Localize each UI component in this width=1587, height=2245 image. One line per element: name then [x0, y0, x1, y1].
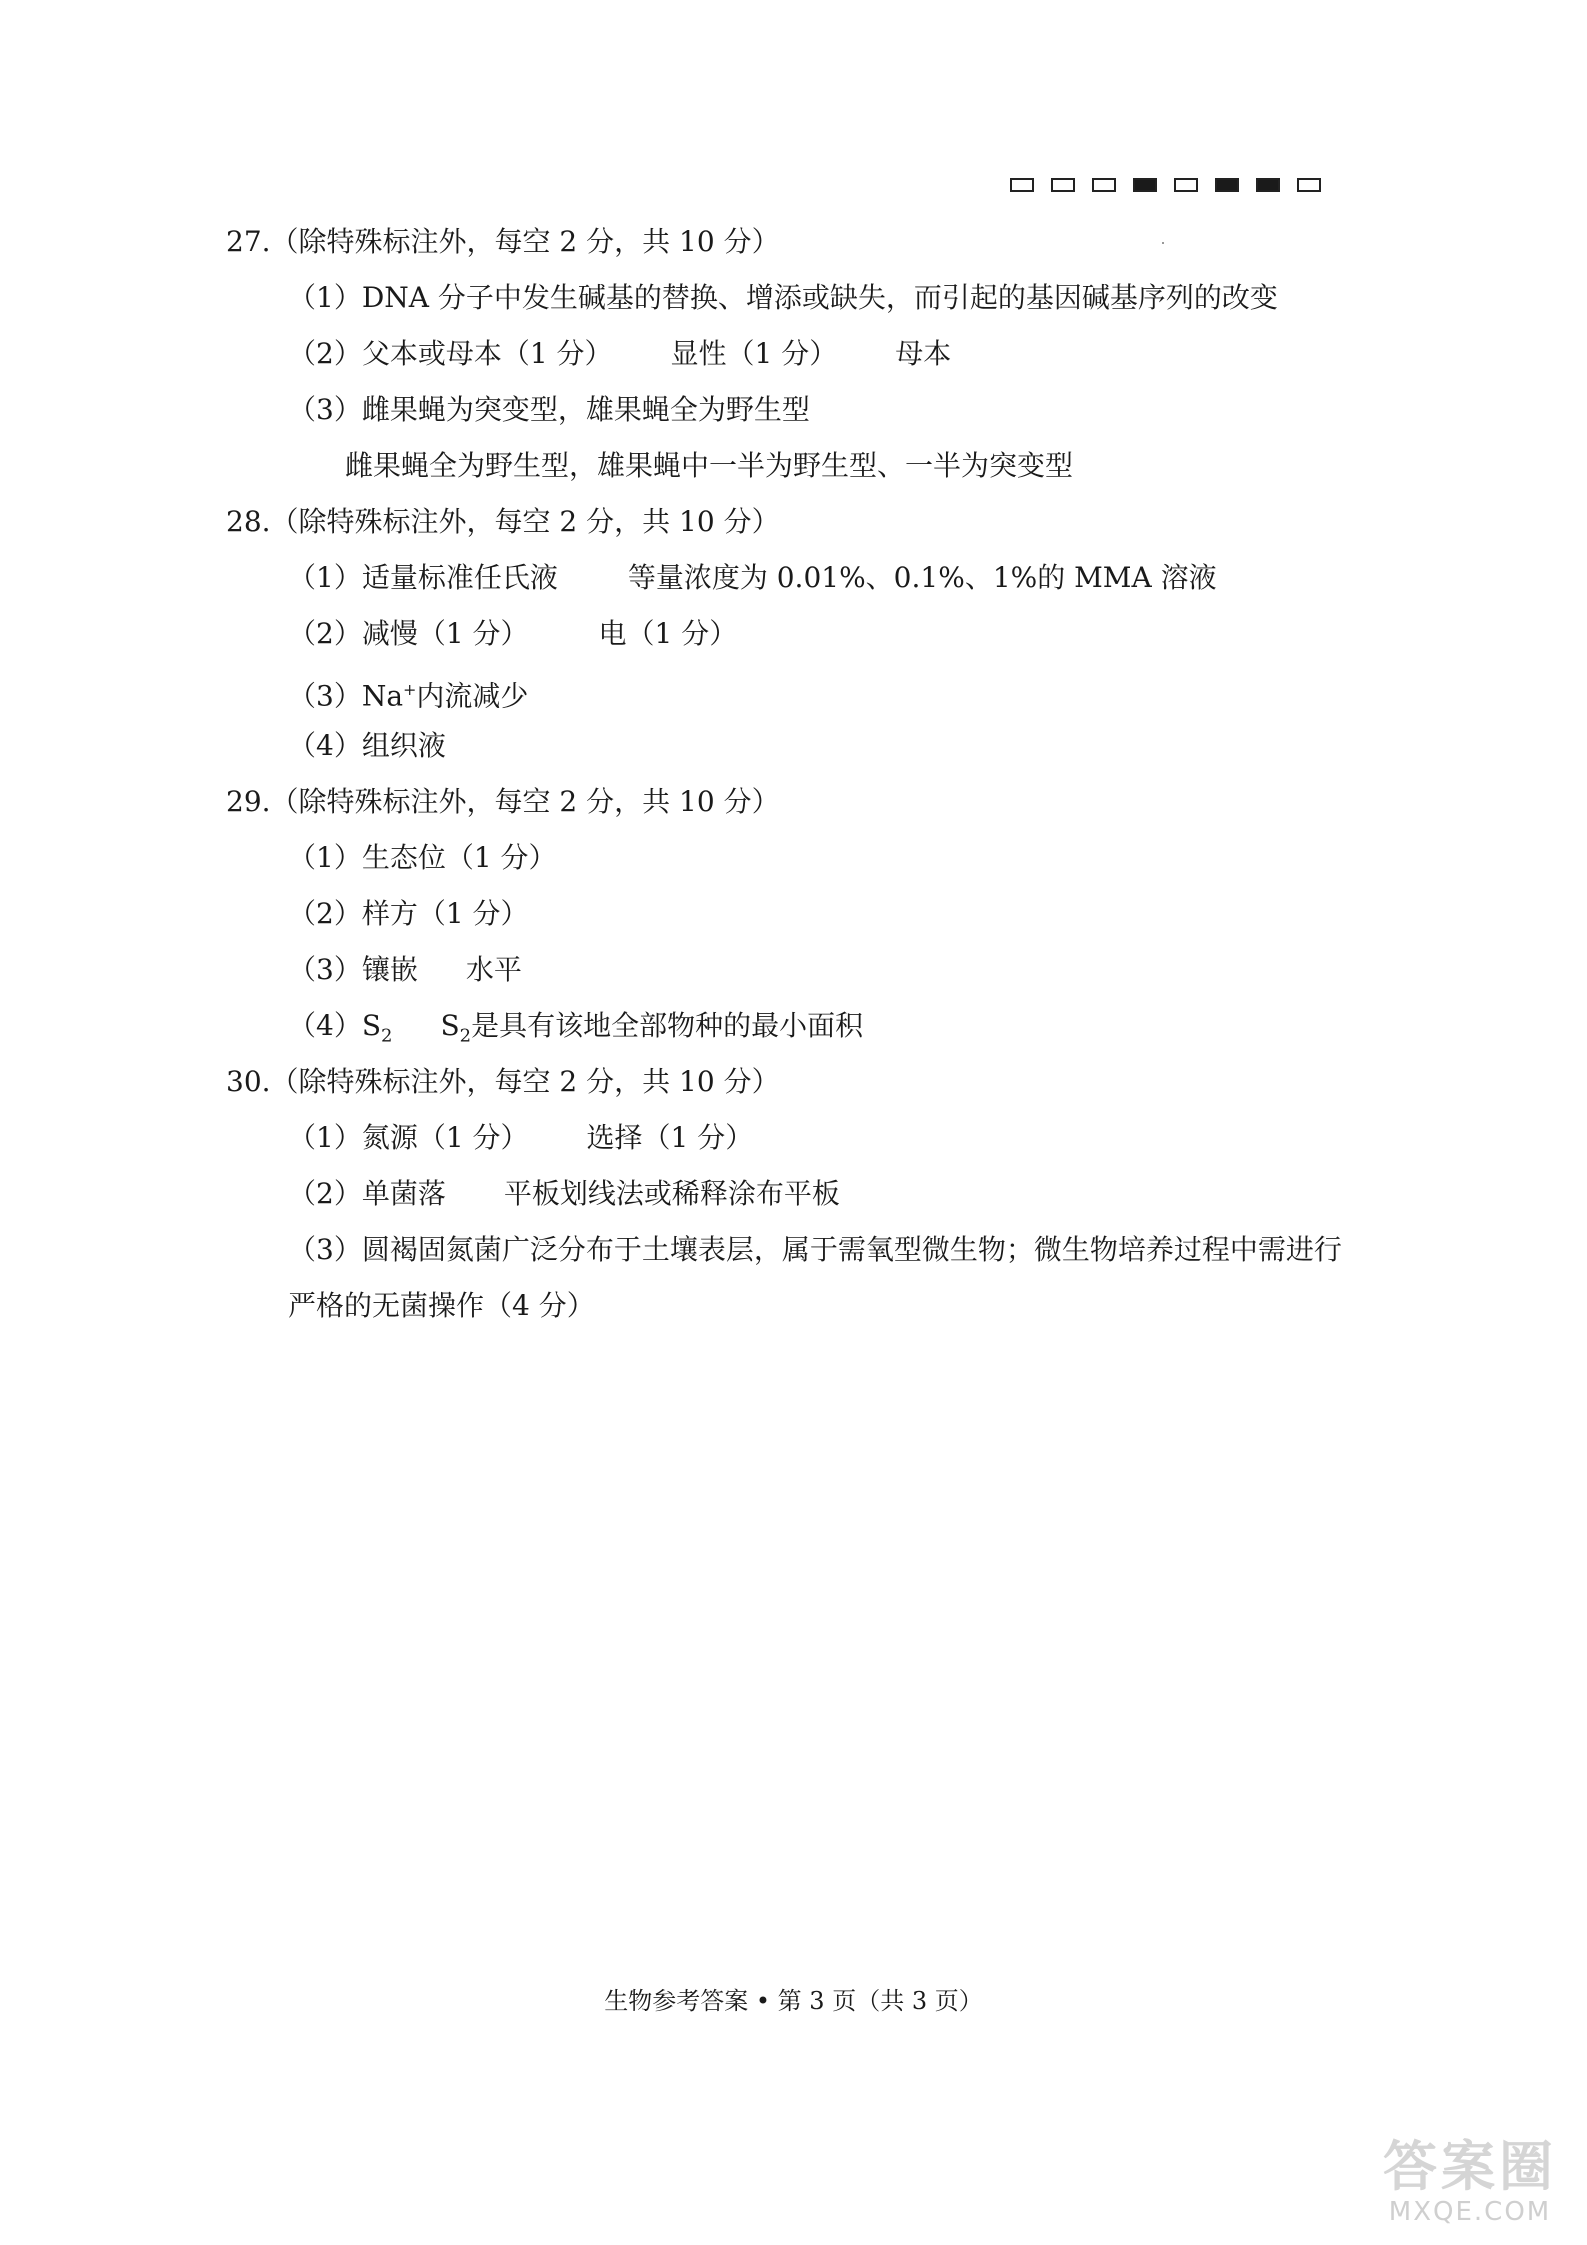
q30-answer-1-part2: 选择（1 分） — [586, 1121, 754, 1154]
q29-answer-3 — [288, 950, 522, 990]
q28-answer-2 — [288, 614, 737, 654]
q27-answer-1: （1）DNA 分子中发生碱基的替换、增添或缺失，而引起的基因碱基序列的改变 — [288, 281, 1278, 314]
q30-answer-3-cont: 严格的无菌操作（4 分） — [288, 1289, 595, 1322]
q29-answer-3-part1: （3）镶嵌 — [288, 953, 418, 986]
q29-answer-4-mid: S — [440, 1009, 460, 1042]
q27-title: 27.（除特殊标注外，每空 2 分，共 10 分） — [226, 225, 780, 258]
q30-answer-1 — [288, 1118, 753, 1158]
q28-answer-3 — [288, 670, 528, 716]
marker-box — [1051, 178, 1075, 192]
marker-box-filled — [1133, 178, 1157, 192]
marker-box — [1010, 178, 1034, 192]
q29-answer-4-post: 是具有该地全部物种的最小面积 — [471, 1009, 864, 1042]
superscript-plus: + — [403, 680, 417, 699]
subscript: 2 — [459, 1025, 472, 1047]
marker-box-filled — [1215, 178, 1239, 192]
q27-answer-2 — [288, 334, 951, 374]
q28-answer-1-part1: （1）适量标准任氏液 — [288, 561, 558, 594]
q30-answer-1-part1: （1）氮源（1 分） — [288, 1121, 529, 1154]
q29-answer-4 — [288, 1006, 863, 1057]
watermark — [1383, 2137, 1557, 2227]
q28-answer-4: （4）组织液 — [288, 729, 446, 762]
scan-speck — [1162, 242, 1164, 244]
q30-answer-2-part2: 平板划线法或稀释涂布平板 — [503, 1177, 840, 1210]
q27-answer-2-part3: 母本 — [895, 337, 952, 370]
q28-answer-3-post: 内流减少 — [416, 679, 529, 713]
q28-title: 28.（除特殊标注外，每空 2 分，共 10 分） — [226, 505, 780, 538]
marker-box — [1297, 178, 1321, 192]
q28-answer-2-part2: 电（1 分） — [598, 617, 738, 650]
header-marker-boxes — [1010, 178, 1321, 192]
q30-answer-2 — [288, 1174, 840, 1214]
q29-answer-4-pre: （4）S — [288, 1009, 381, 1042]
q29-answer-2: （2）样方（1 分） — [288, 897, 529, 930]
subscript: 2 — [381, 1025, 393, 1047]
q29-title: 29.（除特殊标注外，每空 2 分，共 10 分） — [226, 785, 780, 818]
q27-answer-3-cont: 雌果蝇全为野生型，雄果蝇中一半为野生型、一半为突变型 — [345, 449, 1074, 482]
marker-box — [1092, 178, 1116, 192]
q30-title: 30.（除特殊标注外，每空 2 分，共 10 分） — [226, 1065, 780, 1098]
q30-answer-3: （3）圆褐固氮菌广泛分布于土壤表层，属于需氧型微生物；微生物培养过程中需进行 — [288, 1233, 1342, 1266]
q28-answer-2-part1: （2）减慢（1 分） — [288, 617, 529, 650]
marker-box — [1174, 178, 1198, 192]
q27-answer-2-part1: （2）父本或母本（1 分） — [288, 337, 613, 370]
watermark-url: MXQE.COM — [1388, 2197, 1552, 2227]
page-footer: 生物参考答案 • 第 3 页（共 3 页） — [604, 1987, 983, 2015]
q28-answer-3-pre: （3）Na — [288, 679, 404, 713]
marker-box-filled — [1256, 178, 1280, 192]
q30-answer-2-part1: （2）单菌落 — [288, 1177, 446, 1210]
q28-answer-1 — [288, 558, 1217, 598]
q29-answer-3-part2: 水平 — [465, 953, 522, 986]
q27-answer-3: （3）雌果蝇为突变型，雄果蝇全为野生型 — [288, 393, 810, 426]
q28-answer-1-part2: 等量浓度为 0.01%、0.1%、1%的 MMA 溶液 — [627, 561, 1217, 594]
q29-answer-1: （1）生态位（1 分） — [288, 841, 557, 874]
q27-answer-2-part2: 显性（1 分） — [670, 337, 838, 370]
watermark-logo: 答案圈 — [1383, 2135, 1557, 2198]
